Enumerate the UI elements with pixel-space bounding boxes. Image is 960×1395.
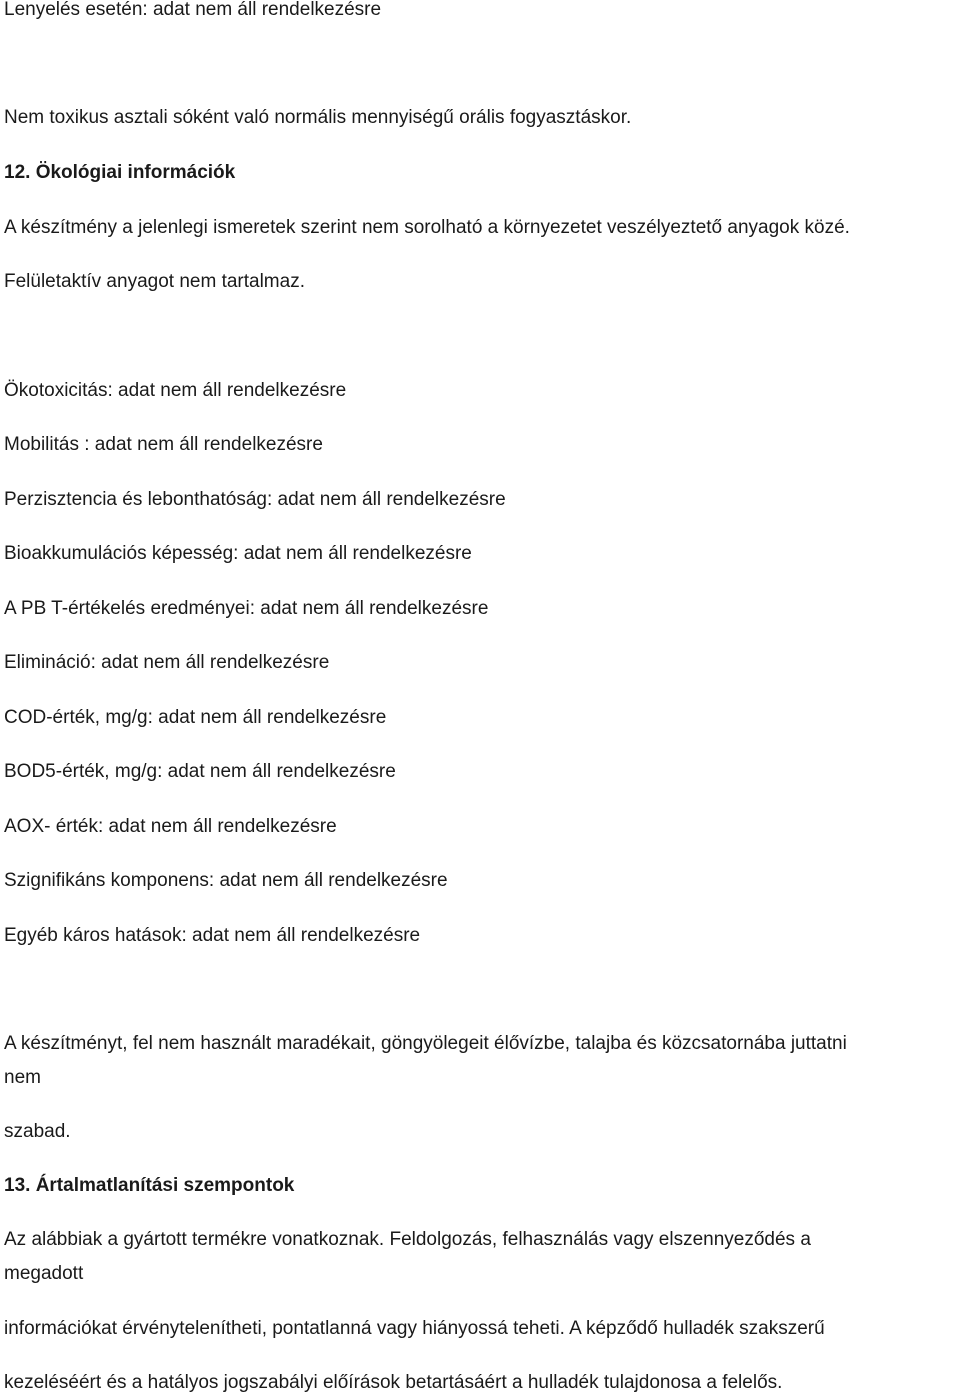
text-disposal-warning-end: szabad.	[4, 1121, 71, 1142]
text-disposal-warning-cont: nem	[4, 1067, 41, 1088]
section-heading-13: 13. Ártalmatlanítási szempontok	[4, 1175, 295, 1196]
text-applies-to-cont: megadott	[4, 1263, 84, 1284]
text-mobility: Mobilitás : adat nem áll rendelkezésre	[4, 434, 323, 455]
text-ingestion: Lenyelés esetén: adat nem áll rendelkezésre	[4, 0, 382, 20]
text-ecotoxicity: Ökotoxicitás: adat nem áll rendelkezésre	[4, 380, 347, 401]
text-aox-value: AOX- érték: adat nem áll rendelkezésre	[4, 816, 337, 837]
text-owner-responsibility: kezeléséért és a hatályos jogszabályi előírások betartásáért a hulladék tulajdonosa a felelős.	[4, 1372, 783, 1393]
text-disposal-warning: A készítményt, fel nem használt maradékait, göngyölegeit élővízbe, talajba és közcsatornába juttatni	[4, 1033, 847, 1054]
text-classification: A készítmény a jelenlegi ismeretek szerint nem sorolható a környezetet veszélyeztető anyagok közé.	[4, 217, 850, 238]
text-persistence: Perzisztencia és lebonthatóság: adat nem áll rendelkezésre	[4, 489, 506, 510]
text-applies-to: Az alábbiak a gyártott termékre vonatkoznak. Feldolgozás, felhasználás vagy elszennyeződés a	[4, 1229, 811, 1250]
text-significant-component: Szignifikáns komponens: adat nem áll rendelkezésre	[4, 870, 448, 891]
text-surfactant: Felületaktív anyagot nem tartalmaz.	[4, 271, 305, 292]
text-information-validity: információkat érvénytelenítheti, pontatlanná vagy hiányossá teheti. A képződő hulladék szakszerű	[4, 1318, 825, 1339]
text-other-effects: Egyéb káros hatások: adat nem áll rendelkezésre	[4, 925, 421, 946]
text-bioaccumulation: Bioakkumulációs képesség: adat nem áll rendelkezésre	[4, 543, 472, 564]
text-pbt-assessment: A PB T-értékelés eredményei: adat nem áll rendelkezésre	[4, 598, 489, 619]
text-elimination: Elimináció: adat nem áll rendelkezésre	[4, 652, 330, 673]
text-bod5-value: BOD5-érték, mg/g: adat nem áll rendelkezésre	[4, 761, 396, 782]
text-cod-value: COD-érték, mg/g: adat nem áll rendelkezésre	[4, 707, 387, 728]
section-heading-12: 12. Ökológiai információk	[4, 162, 236, 183]
text-non-toxic: Nem toxikus asztali sóként való normális mennyiségű orális fogyasztáskor.	[4, 107, 632, 128]
